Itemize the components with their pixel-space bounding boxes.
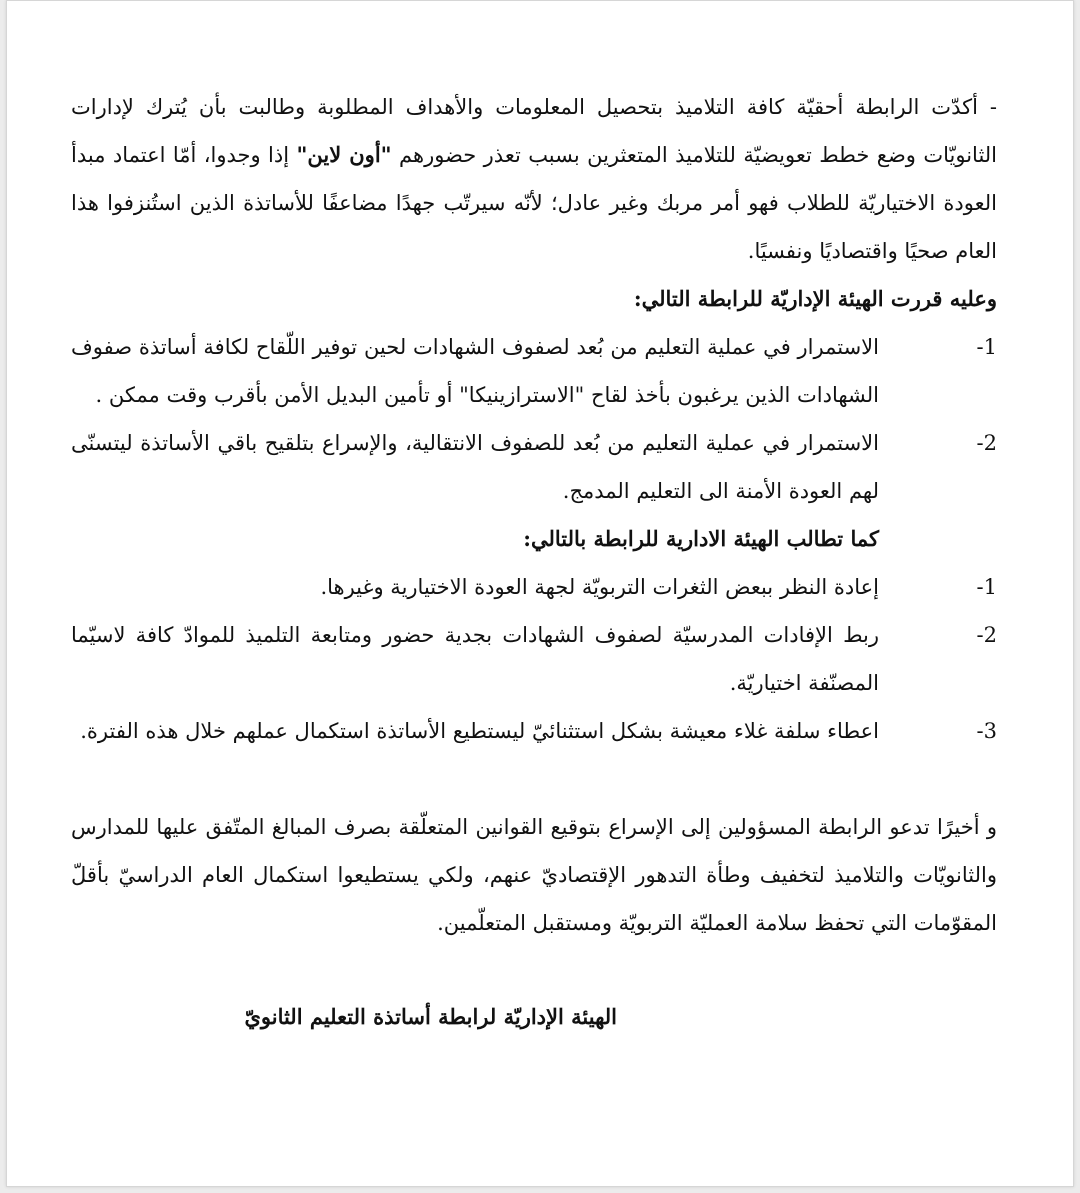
- decision-text-1: الاستمرار في عملية التعليم من بُعد لصفوف الشهادات لحين توفير اللّقاح لكافة أساتذة صفوف الشهادات الذين يرغبون بأخذ لقاح "الاسترازينيكا" أو تأمين البديل الأمن بأقرب وقت ممكن .: [71, 335, 879, 407]
- intro-dash: -: [977, 95, 997, 119]
- decision-item-2: [71, 419, 997, 515]
- online-term: "أون لاين": [296, 142, 392, 167]
- signature: الهيئة الإداريّة لرابطة أساتذة التعليم الثانويّ: [244, 1004, 617, 1029]
- paragraph-spacer: [71, 755, 997, 803]
- demand-item-3: [71, 707, 997, 755]
- demand-text-3: اعطاء سلفة غلاء معيشة بشكل استثنائيّ ليستطيع الأساتذة استكمال عملهم خلال هذه الفترة.: [80, 719, 879, 743]
- decisions-heading: وعليه قررت الهيئة الإداريّة للرابطة التالي:: [633, 286, 997, 311]
- demand-item-2: [71, 611, 997, 707]
- document-page: [6, 0, 1074, 1187]
- demand-item-1: [71, 563, 997, 611]
- demands-heading: كما تطالب الهيئة الادارية للرابطة بالتالي:: [523, 526, 879, 551]
- decision-item-1: [71, 323, 997, 419]
- decision-number-1: 1-: [976, 335, 997, 359]
- demand-text-2: ربط الإفادات المدرسيّة لصفوف الشهادات بجدية حضور ومتابعة التلميذ للموادّ كافة لاسيّما المصنّفة اختياريّة.: [71, 623, 879, 695]
- demand-number-3: 3-: [976, 719, 997, 743]
- intro-text-end: إذا وجدوا، أمّا اعتماد مبدأ العودة الاختياريّة للطلاب فهو أمر مربك وغير عادل؛ لأنّه سيرتّب جهدًا مضاعفًا للأساتذة الذين استُنزفوا هذا العام صحيًا واقتصاديًا ونفسيًا.: [71, 143, 997, 263]
- intro-paragraph: [71, 83, 997, 275]
- demand-text-1: إعادة النظر ببعض الثغرات التربويّة لجهة العودة الاختيارية وغيرها.: [320, 575, 879, 599]
- decision-number-2: 2-: [976, 431, 997, 455]
- demand-number-2: 2-: [976, 623, 997, 647]
- demand-number-1: 1-: [976, 575, 997, 599]
- decision-text-2: الاستمرار في عملية التعليم من بُعد للصفوف الانتقالية، والإسراع بتلقيح باقي الأساتذة ليتسنّى لهم العودة الأمنة الى التعليم المدمج.: [71, 431, 879, 503]
- document-body: [71, 83, 997, 1041]
- closing-paragraph: و أخيرًا تدعو الرابطة المسؤولين إلى الإسراع بتوقيع القوانين المتعلّقة بصرف المبالغ المتّفق عليها للمدارس والثانويّات والتلاميذ لتخفيف وطأة التدهور الإقتصاديّ عنهم، ولكي يستطيعوا استكمال العام الدراسيّ بأقلّ المقوّمات التي تحفظ سلامة العمليّة التربويّة ومستقبل المتعلّمين.: [71, 815, 997, 935]
- intro-text-start: أكدّت الرابطة أحقيّة كافة التلاميذ بتحصيل المعلومات والأهداف المطلوبة وطالبت بأن يُترك لإدارات الثانويّات وضع خطط تعويضيّة للتلاميذ المتعثرين بسبب تعذر حضورهم: [71, 95, 998, 167]
